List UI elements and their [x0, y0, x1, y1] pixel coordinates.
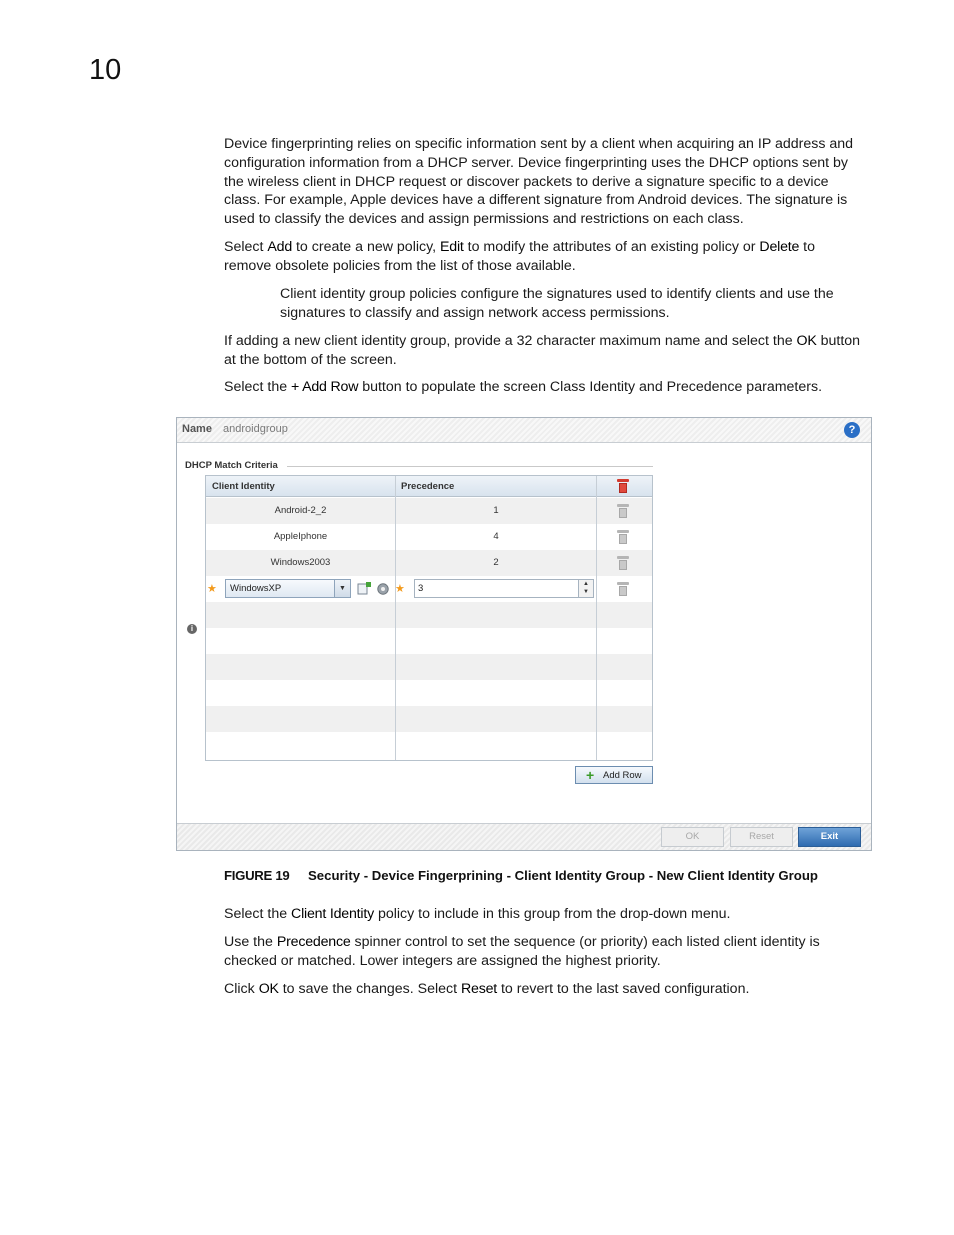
text-segment: spinner control to set the sequence (or priority) each listed client identity is checked or matched. Lower integers are assigned the highest priority.: [224, 934, 820, 969]
client-identity-cell: Android-2_2: [274, 505, 327, 516]
text-segment: If adding a new client identity group, provide a 32 character maximum name and select the: [224, 333, 797, 349]
name-label: Name: [182, 423, 212, 435]
table-row-empty: [206, 706, 652, 732]
figure-number: FIGURE 19: [224, 868, 290, 883]
client-identity-selected: WindowsXP: [230, 583, 282, 594]
chapter-number: 10: [89, 54, 122, 86]
client-identity-cell: AppleIphone: [273, 531, 328, 542]
column-divider: [596, 476, 597, 760]
precedence-paragraph: [224, 933, 864, 971]
text-segment: to create a new policy,: [292, 239, 441, 255]
text-segment: button to populate the screen Class Identity and Precedence parameters.: [358, 379, 823, 395]
precedence-spinner[interactable]: [414, 579, 594, 598]
ok-button[interactable]: OK: [661, 827, 724, 847]
column-header-precedence[interactable]: Precedence: [401, 481, 455, 492]
create-new-icon[interactable]: [357, 582, 371, 596]
precedence-term: Precedence: [276, 934, 351, 950]
table-row-empty: [206, 732, 652, 758]
text-segment: to modify the attributes of an existing policy or: [463, 239, 760, 255]
table-header: [206, 476, 652, 497]
exit-button[interactable]: Exit: [798, 827, 861, 847]
chevron-down-icon[interactable]: ▼: [334, 580, 350, 597]
delete-row-icon[interactable]: [617, 530, 629, 544]
table-row-empty: [206, 602, 652, 628]
add-row-button[interactable]: [575, 766, 653, 784]
figure-caption: [224, 868, 818, 883]
text-segment: to revert to the last saved configuration.: [497, 981, 750, 997]
dialog-footer: [177, 823, 871, 851]
help-icon[interactable]: ?: [844, 422, 860, 438]
precedence-value: 3: [418, 583, 424, 594]
table-row-empty: [206, 628, 652, 654]
delete-all-icon[interactable]: [617, 479, 629, 493]
add-row-label: Add Row: [603, 770, 642, 781]
table-row[interactable]: [206, 498, 652, 524]
client-identity-paragraph: [224, 905, 864, 924]
delete-row-icon[interactable]: [617, 504, 629, 518]
text-segment: to remove obsolete policies from the list of those available.: [224, 239, 816, 274]
figure-caption-text: Security - Device Fingerprining - Client Identity Group - New Client Identity Group: [308, 868, 818, 883]
text-segment: Click: [224, 981, 259, 997]
ok-reset-paragraph: [224, 980, 864, 999]
spinner-arrows-icon[interactable]: ▲ ▼: [578, 580, 593, 597]
table-row[interactable]: [206, 524, 652, 550]
delete-row-icon[interactable]: [617, 556, 629, 570]
column-header-client-identity[interactable]: Client Identity: [212, 481, 275, 492]
ok-term: OK: [258, 981, 279, 997]
text-segment: button at the bottom of the screen.: [224, 333, 861, 368]
text-segment: Use the: [224, 934, 277, 950]
table-row-empty: [206, 680, 652, 706]
client-identity-group-screenshot: [176, 417, 872, 851]
add-row-paragraph: [224, 378, 864, 397]
table-row[interactable]: [206, 550, 652, 576]
delete-row-icon[interactable]: [617, 582, 629, 596]
intro-paragraph: Device fingerprinting relies on specific information sent by a client when acquiring an IP address and configuration information from a DHCP server. Device fingerprinting uses the DHCP options sent by the wireless client in DHCP request or discover packets to derive a signature specific to a device class. For example, Apple devices have a different signature from Android devices. The signature is used to classify the devices and assign permissions and restrictions on each class.: [224, 136, 854, 228]
client-identity-dropdown[interactable]: [225, 579, 351, 598]
reset-button[interactable]: Reset: [730, 827, 793, 847]
required-star-icon: ★: [207, 583, 217, 595]
required-star-icon: ★: [395, 583, 405, 595]
text-segment: policy to include in this group from the drop-down menu.: [374, 906, 731, 922]
precedence-cell: 4: [493, 531, 499, 542]
note-paragraph: Client identity group policies configure the signatures used to identify clients and use the signatures to classify and assign network access permissions.: [280, 286, 834, 321]
client-identity-table: [205, 475, 653, 761]
add-row-term: + Add Row: [291, 379, 359, 395]
dhcp-match-criteria-title: DHCP Match Criteria: [185, 460, 278, 471]
text-segment: Select the: [224, 906, 292, 922]
reset-term: Reset: [460, 981, 498, 997]
text-segment: Select the: [224, 379, 292, 395]
edit-term: Edit: [440, 239, 464, 255]
delete-term: Delete: [759, 239, 800, 255]
table-row-empty: [206, 654, 652, 680]
adding-paragraph: [224, 332, 864, 370]
column-divider: [395, 476, 396, 760]
name-field[interactable]: androidgroup: [223, 423, 288, 435]
select-actions-paragraph: [224, 238, 864, 276]
precedence-cell: 1: [493, 505, 499, 516]
add-term: Add: [267, 239, 293, 255]
text-segment: Select: [224, 239, 268, 255]
precedence-cell: 2: [493, 557, 499, 568]
ok-term: OK: [796, 333, 817, 349]
name-bar: [177, 418, 871, 443]
client-identity-term: Client Identity: [291, 906, 375, 922]
client-identity-cell: Windows2003: [270, 557, 331, 568]
plus-icon: +: [586, 767, 595, 783]
section-divider: [287, 466, 653, 467]
info-icon: i: [187, 624, 197, 634]
text-segment: to save the changes. Select: [278, 981, 461, 997]
gear-icon[interactable]: [376, 582, 390, 596]
